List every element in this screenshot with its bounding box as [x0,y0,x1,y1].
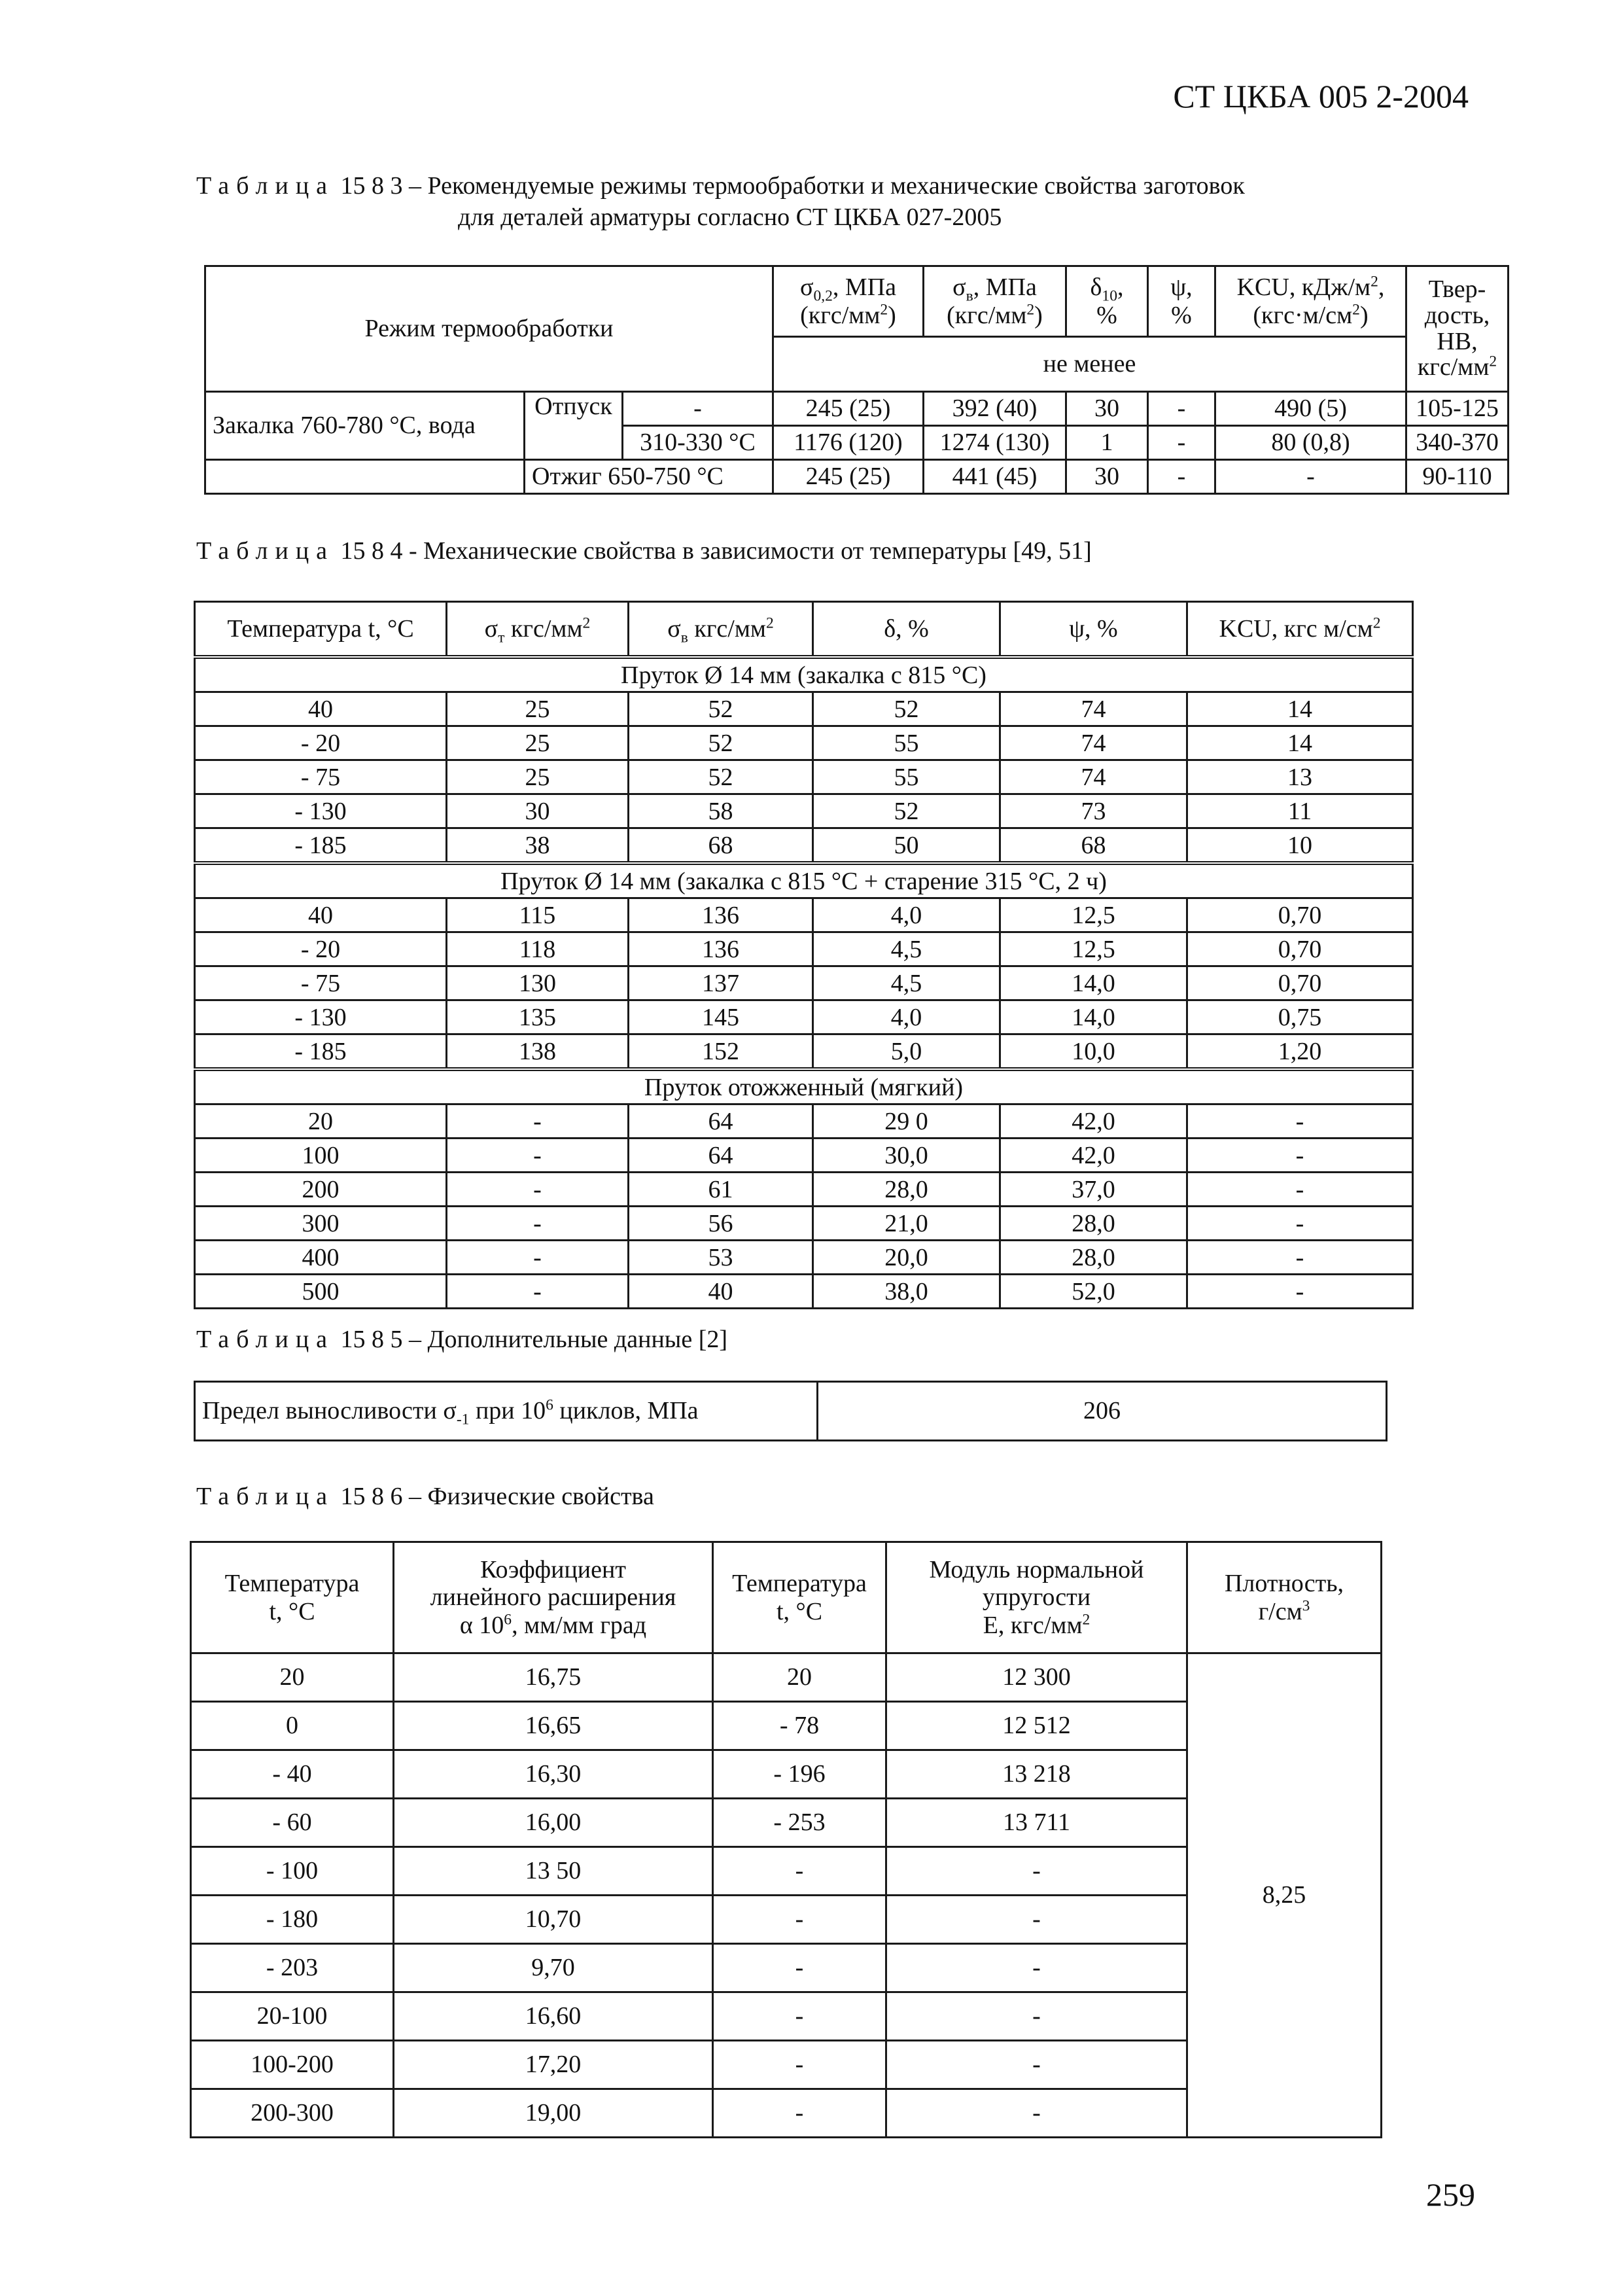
table-cell: 55 [813,726,1000,760]
table-cell: 12 300 [886,1653,1187,1702]
table-cell: - [886,2041,1187,2089]
table-cell: 52,0 [1000,1275,1187,1309]
table-label: Таблица [196,172,335,200]
table-1586-caption [196,1482,654,1511]
table-cell: - [447,1104,629,1139]
table-cell: 12,5 [1000,898,1187,932]
cell-empty [205,460,525,494]
table-cell: 16,00 [394,1799,713,1847]
table-number: 15 8 3 [340,172,403,200]
table-cell: 10 [1187,828,1413,864]
table-cell: 16,65 [394,1702,713,1750]
table-cell: - [886,1847,1187,1896]
table-cell: 20 [713,1653,886,1702]
section-title: Пруток отожженный (мягкий) [195,1069,1413,1104]
table-cell: 52 [813,794,1000,828]
cell: 340-370 [1406,426,1509,460]
table-cell: 12 512 [886,1702,1187,1750]
table-cell: 16,75 [394,1653,713,1702]
col-psi: ψ, % [1000,602,1187,658]
table-number: 15 8 6 [340,1483,403,1510]
table-cell: - [447,1207,629,1241]
endurance-limit-value: 206 [818,1382,1387,1441]
table-cell: 13 50 [394,1847,713,1896]
cell: - [623,392,773,426]
col-sigma-b: $\sigma_в$ кгс/$мм^2$ [629,602,813,658]
table-cell: - 130 [195,1000,447,1034]
table-cell: - [713,1896,886,1944]
table-cell: - 20 [195,932,447,966]
table-row [195,760,1413,794]
table-cell: - [713,1992,886,2041]
table-cell: - 180 [191,1896,394,1944]
table-1583 [204,265,1509,495]
table-cell: 16,60 [394,1992,713,2041]
table-cell: 200 [195,1173,447,1207]
table-cell: 100-200 [191,2041,394,2089]
table-cell: 138 [447,1034,629,1070]
table-cell: 5,0 [813,1034,1000,1070]
table-row [195,1000,1413,1034]
table-cell: 42,0 [1000,1104,1187,1139]
table-cell: 40 [195,898,447,932]
table-cell: 52 [813,692,1000,726]
cell: 245 (25) [773,460,924,494]
table-cell: 40 [195,692,447,726]
table-row [195,726,1413,760]
row-quench-label: Закалка 760-780 °С, вода [205,392,525,460]
table-cell: 0,70 [1187,932,1413,966]
table-cell: - 203 [191,1944,394,1992]
table-cell: 17,20 [394,2041,713,2089]
table-cell: 29 0 [813,1104,1000,1139]
cell: 90-110 [1406,460,1509,494]
table-cell: 30 [447,794,629,828]
section-row [195,863,1413,898]
table-cell: 9,70 [394,1944,713,1992]
table-cell: - [1187,1104,1413,1139]
table-cell: 19,00 [394,2089,713,2138]
table-cell: 73 [1000,794,1187,828]
table-cell: 20 [195,1104,447,1139]
section-title: Пруток Ø 14 мм (закалка с 815 °С) [195,657,1413,692]
table-cell: 56 [629,1207,813,1241]
section-row [195,657,1413,692]
table-label: Таблица [196,1483,335,1510]
table-cell: 14 [1187,726,1413,760]
table-1585 [194,1381,1387,1441]
table-number: 15 8 5 [340,1326,403,1353]
table-cell: 11 [1187,794,1413,828]
table-cell: 25 [447,692,629,726]
table-cell: 0,75 [1187,1000,1413,1034]
table-row [191,1653,1382,1702]
col-delta: δ, % [813,602,1000,658]
table-caption-text: – Рекомендуемые режимы термообработки и механические свойства заготовок [409,172,1245,200]
table-cell: 136 [629,932,813,966]
table-cell: 4,5 [813,932,1000,966]
table-cell: 300 [195,1207,447,1241]
table-cell: 20-100 [191,1992,394,2041]
table-cell: 0,70 [1187,898,1413,932]
table-cell: - [713,1944,886,1992]
table-cell: 28,0 [1000,1207,1187,1241]
table-row [195,828,1413,864]
table-cell: - 75 [195,760,447,794]
header-sigmab: $\sigma_в$, МПа $(кгс/мм^2)$ [924,266,1066,337]
cell: - [1148,392,1215,426]
cell: 310-330 °С [623,426,773,460]
table-cell: 50 [813,828,1000,864]
table-cell: 10,0 [1000,1034,1187,1070]
table-cell: - 185 [195,1034,447,1070]
cell: 490 (5) [1215,392,1406,426]
cell: 1 [1066,426,1148,460]
table-cell: - [713,1847,886,1896]
table-cell: 14 [1187,692,1413,726]
table-cell: 28,0 [1000,1241,1187,1275]
table-cell: 55 [813,760,1000,794]
table-1583-caption [196,171,1245,200]
table-row [195,1241,1413,1275]
table-cell: 58 [629,794,813,828]
table-row [195,1207,1413,1241]
table-row [195,932,1413,966]
density-value: 8,25 [1187,1653,1382,2138]
table-cell: 20,0 [813,1241,1000,1275]
table-1585-caption [196,1325,727,1354]
table-cell: 13 [1187,760,1413,794]
table-cell: 100 [195,1139,447,1173]
table-1586 [190,1541,1382,2138]
table-cell: 10,70 [394,1896,713,1944]
col-temperature: Температура t, °С [195,602,447,658]
table-cell: - [713,2041,886,2089]
col-temperature-1: Температура t, °С [191,1542,394,1653]
table-cell: 145 [629,1000,813,1034]
table-cell: - 253 [713,1799,886,1847]
table-cell: - [1187,1241,1413,1275]
table-cell: 135 [447,1000,629,1034]
table-cell: - [447,1139,629,1173]
cell: - [1215,460,1406,494]
document-code: СТ ЦКБА 005 2-2004 [1173,78,1469,115]
table-row [195,1139,1413,1173]
table-cell: 115 [447,898,629,932]
table-cell: 137 [629,966,813,1000]
table-cell: 0 [191,1702,394,1750]
cell: 105-125 [1406,392,1509,426]
table-cell: 28,0 [813,1173,1000,1207]
table-cell: - [1187,1139,1413,1173]
cell: - [1148,460,1215,494]
table-cell: 52 [629,692,813,726]
table-1584 [194,601,1414,1309]
cell: 441 (45) [924,460,1066,494]
table-cell: - [713,2089,886,2138]
table-cell: 500 [195,1275,447,1309]
table-1584-caption [196,537,1092,565]
table-cell: 68 [1000,828,1187,864]
table-cell: - [447,1173,629,1207]
col-expansion-coef: Коэффициент линейного расширения α $10^6$, мм/мм град [394,1542,713,1653]
table-1583-caption-line2: для деталей арматуры согласно СТ ЦКБА 027-2005 [458,203,1002,231]
table-cell: - 60 [191,1799,394,1847]
row-temper-label: Отпуск [525,392,623,460]
table-cell: 37,0 [1000,1173,1187,1207]
col-sigma-t: $\sigma_т$ кгс/$мм^2$ [447,602,629,658]
table-cell: 4,0 [813,898,1000,932]
cell: 30 [1066,460,1148,494]
header-hardness: Твер- дость, НВ, кгс/$мм^2$ [1406,266,1509,392]
table-cell: 74 [1000,726,1187,760]
table-row [195,966,1413,1000]
cell: 80 (0,8) [1215,426,1406,460]
table-row [195,794,1413,828]
table-cell: 20 [191,1653,394,1702]
table-cell: - 75 [195,966,447,1000]
table-cell: 52 [629,726,813,760]
table-cell: 52 [629,760,813,794]
cell: 1176 (120) [773,426,924,460]
table-cell: - [886,1944,1187,1992]
table-cell: - 185 [195,828,447,864]
table-row [195,1104,1413,1139]
endurance-limit-label: Предел выносливости $\sigma_{-1}$ при $10^6$ циклов, МПа [195,1382,818,1441]
table-cell: 74 [1000,760,1187,794]
section-title: Пруток Ø 14 мм (закалка с 815 °С + старение 315 °С, 2 ч) [195,863,1413,898]
table-caption-text: - Механические свойства в зависимости от температуры [49, 51] [409,537,1092,565]
table-cell: 61 [629,1173,813,1207]
col-temperature-2: Температура t, °С [713,1542,886,1653]
table-cell: - 196 [713,1750,886,1799]
row-anneal-label: Отжиг 650-750 °С [525,460,773,494]
table-cell: 118 [447,932,629,966]
table-cell: - [1187,1275,1413,1309]
col-elastic-modulus: Модуль нормальной упругости Е, кгс/$мм^2$ [886,1542,1187,1653]
table-cell: 25 [447,760,629,794]
table-cell: 16,30 [394,1750,713,1799]
table-label: Таблица [196,537,335,565]
table-row [195,1173,1413,1207]
table-cell: - [447,1241,629,1275]
table-cell: 64 [629,1104,813,1139]
header-mode: Режим термообработки [205,266,773,392]
table-cell: 53 [629,1241,813,1275]
table-cell: - 78 [713,1702,886,1750]
table-cell: 12,5 [1000,932,1187,966]
table-cell: - 130 [195,794,447,828]
col-density: Плотность, $г/см^3$ [1187,1542,1382,1653]
table-cell: 4,5 [813,966,1000,1000]
table-cell: 200-300 [191,2089,394,2138]
table-cell: 14,0 [1000,966,1187,1000]
table-cell: - [1187,1207,1413,1241]
col-kcu: KCU, кгс $м/см^2$ [1187,602,1413,658]
cell: 1274 (130) [924,426,1066,460]
cell: 245 (25) [773,392,924,426]
table-cell: 130 [447,966,629,1000]
table-cell: 25 [447,726,629,760]
table-cell: 38 [447,828,629,864]
table-cell: 4,0 [813,1000,1000,1034]
cell: 30 [1066,392,1148,426]
table-cell: 64 [629,1139,813,1173]
table-cell: - [1187,1173,1413,1207]
cell: 392 (40) [924,392,1066,426]
table-cell: 38,0 [813,1275,1000,1309]
table-cell: 400 [195,1241,447,1275]
table-row [195,692,1413,726]
header-delta10: $\delta_{10}$, % [1066,266,1148,337]
cell: - [1148,426,1215,460]
table-cell: 136 [629,898,813,932]
table-cell: 0,70 [1187,966,1413,1000]
table-cell: - [886,2089,1187,2138]
table-cell: 40 [629,1275,813,1309]
table-caption-text: – Физические свойства [409,1483,654,1510]
table-cell: - [886,1992,1187,2041]
header-psi: ψ, % [1148,266,1215,337]
table-cell: 74 [1000,692,1187,726]
table-cell: - [886,1896,1187,1944]
table-label: Таблица [196,1326,335,1353]
table-row [195,1275,1413,1309]
table-cell: 68 [629,828,813,864]
table-cell: 42,0 [1000,1139,1187,1173]
table-cell: - [447,1275,629,1309]
page-number: 259 [1426,2176,1475,2213]
table-row [195,898,1413,932]
section-row [195,1069,1413,1104]
table-cell: 14,0 [1000,1000,1187,1034]
table-caption-text: – Дополнительные данные [2] [409,1326,727,1353]
table-number: 15 8 4 [340,537,403,565]
header-min-note: не менее [773,337,1406,392]
header-kcu: KCU, кДж/$м^2$, $(кгс\cdot м/см^2)$ [1215,266,1406,337]
table-cell: 13 218 [886,1750,1187,1799]
table-cell: 1,20 [1187,1034,1413,1070]
table-row [195,1034,1413,1070]
header-sigma02: $\sigma_{0,2}$, МПа $(кгс/мм^2)$ [773,266,924,337]
table-cell: - 20 [195,726,447,760]
table-cell: 13 711 [886,1799,1187,1847]
table-cell: - 100 [191,1847,394,1896]
table-cell: - 40 [191,1750,394,1799]
table-cell: 152 [629,1034,813,1070]
table-cell: 21,0 [813,1207,1000,1241]
table-cell: 30,0 [813,1139,1000,1173]
